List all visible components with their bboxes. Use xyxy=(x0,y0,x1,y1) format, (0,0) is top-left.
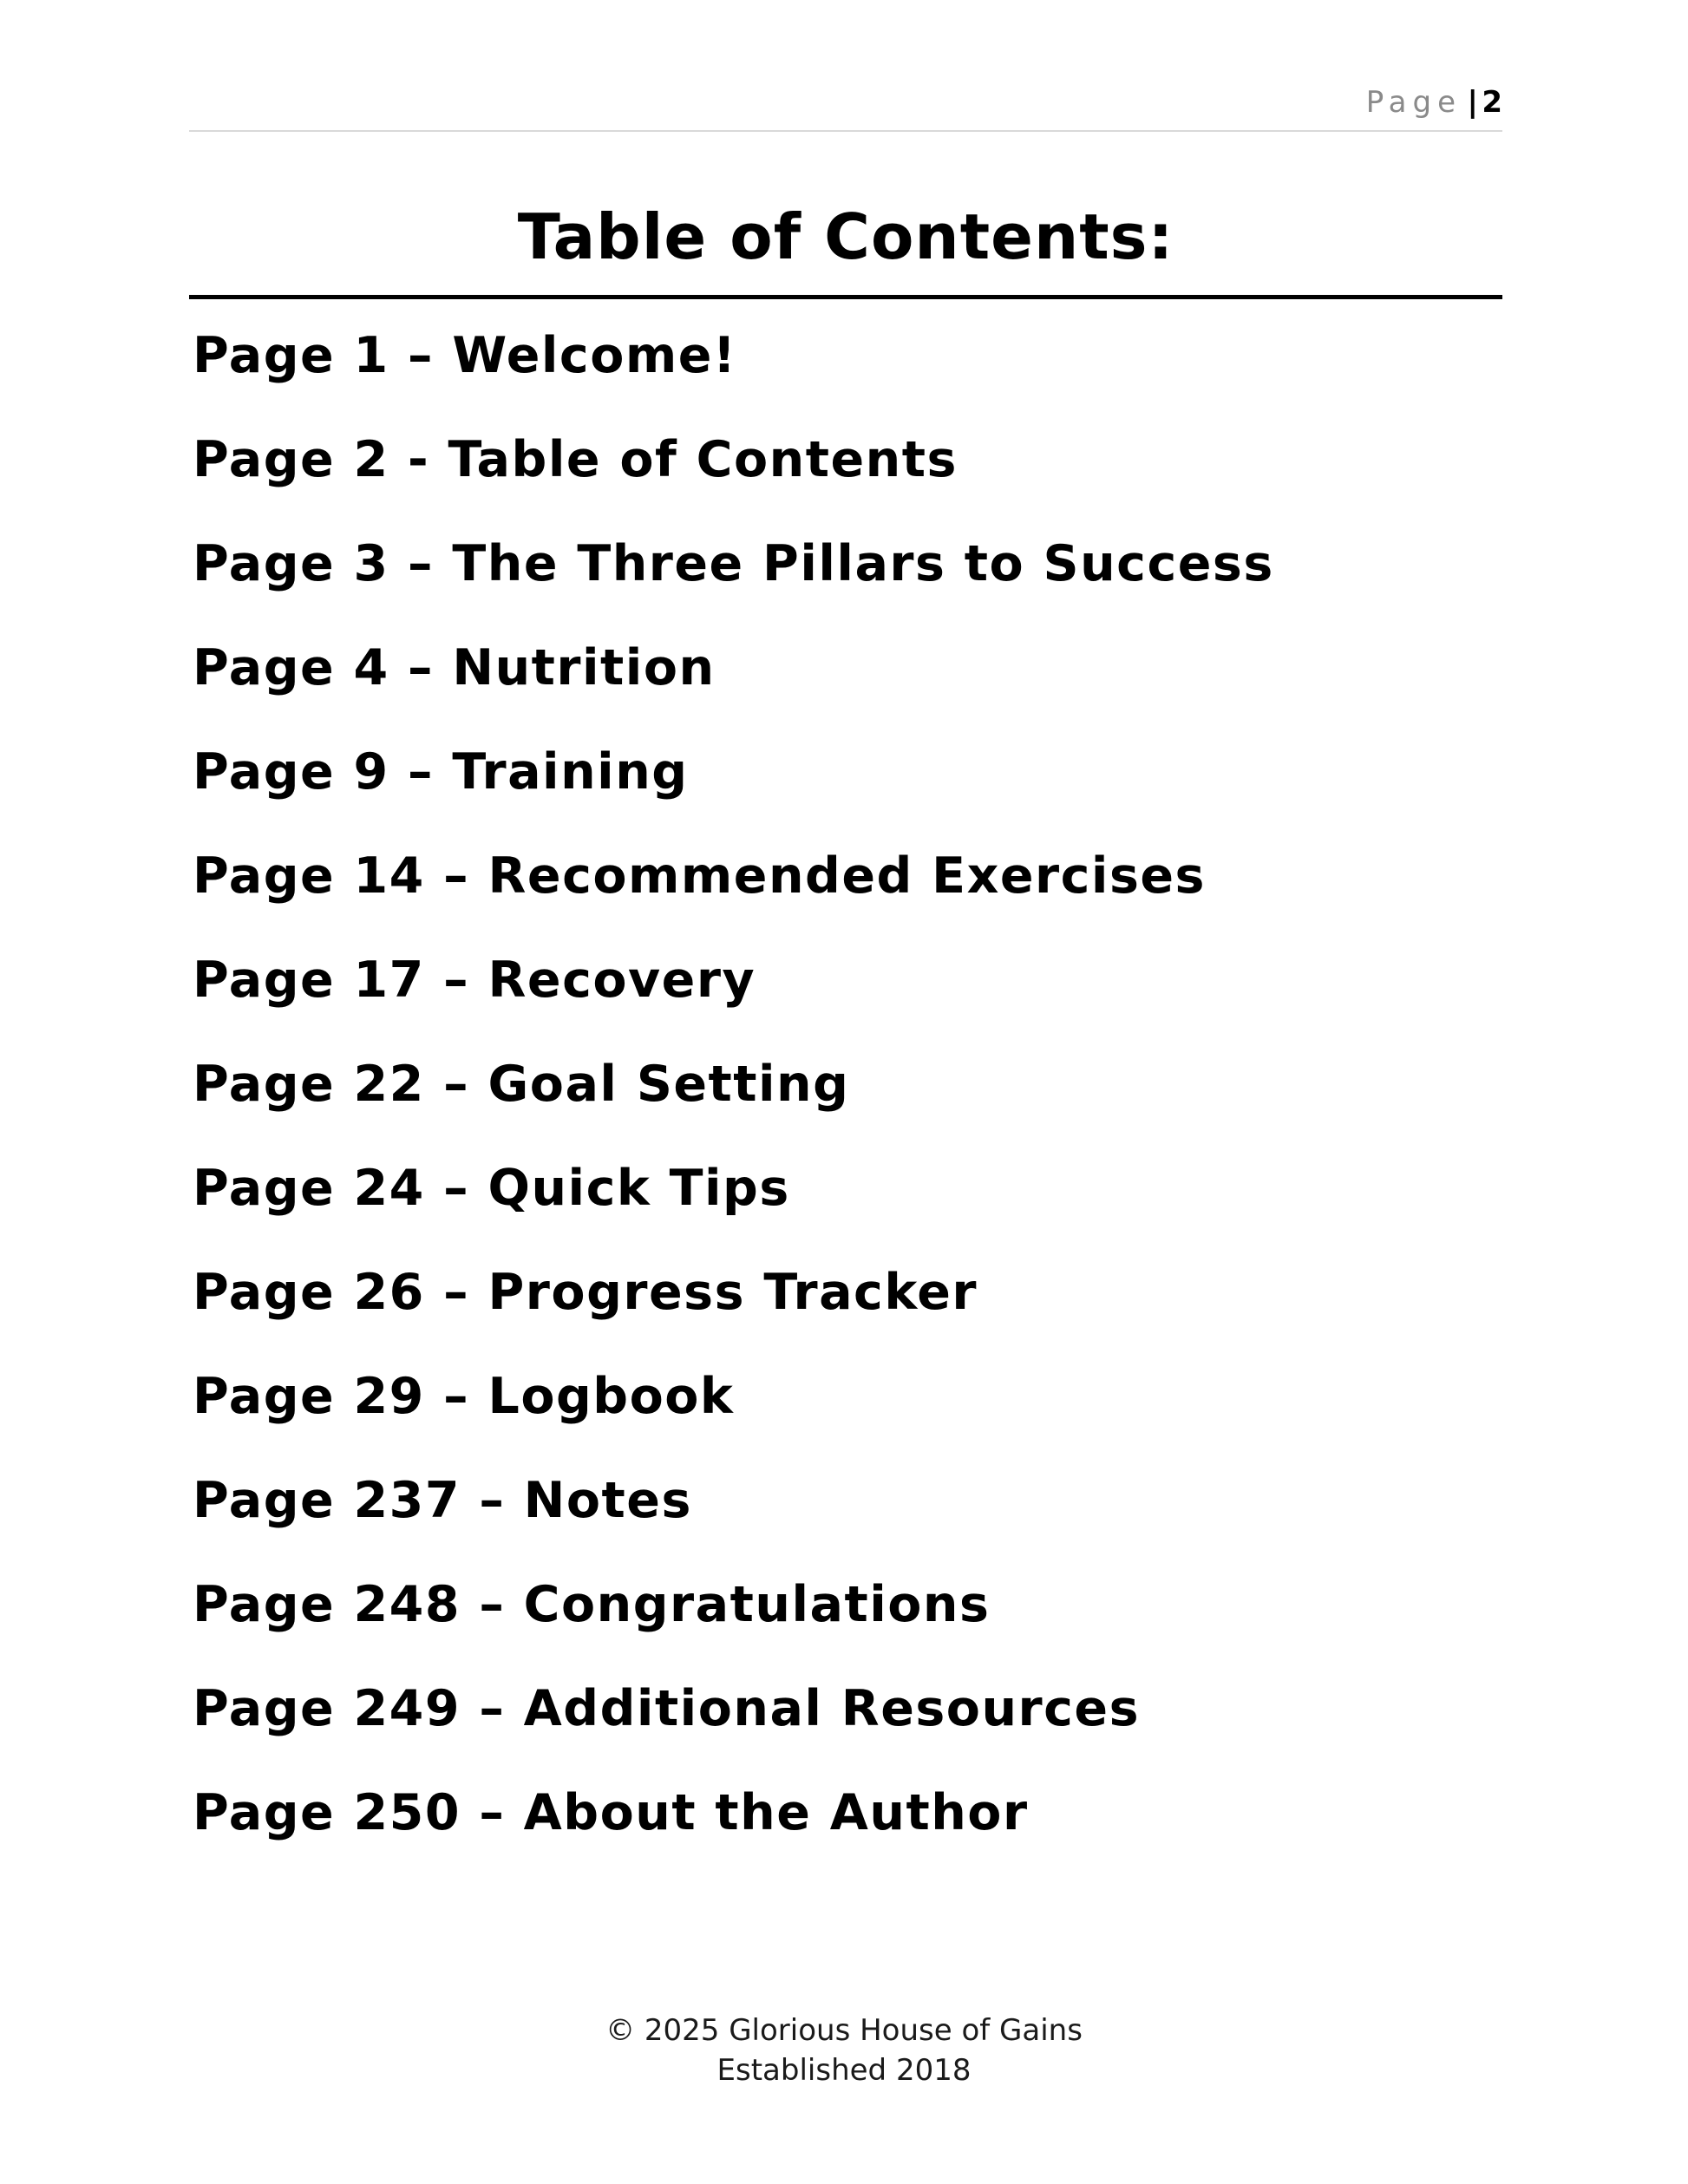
toc-item-about-the-author: Page 250 – About the Author xyxy=(193,1784,1029,1841)
toc-item-table-of-contents: Page 2 - Table of Contents xyxy=(193,431,958,488)
page-title: Table of Contents: xyxy=(189,198,1502,299)
toc-list xyxy=(193,323,1494,1884)
footer-copyright: © 2025 Glorious House of Gains xyxy=(605,2013,1083,2048)
toc-item-training: Page 9 – Training xyxy=(193,743,689,801)
page-footer xyxy=(0,2011,1688,2090)
toc-item-quick-tips: Page 24 – Quick Tips xyxy=(193,1160,790,1217)
toc-item-goal-setting: Page 22 – Goal Setting xyxy=(193,1056,850,1113)
toc-item-progress-tracker: Page 26 – Progress Tracker xyxy=(193,1264,978,1321)
footer-established: Established 2018 xyxy=(716,2053,972,2088)
page-number: 2 xyxy=(1482,85,1502,120)
toc-item-three-pillars: Page 3 – The Three Pillars to Success xyxy=(193,535,1274,592)
toc-item-welcome: Page 1 – Welcome! xyxy=(193,327,737,384)
toc-item-additional-resources: Page 249 – Additional Resources xyxy=(193,1680,1141,1737)
toc-item-notes: Page 237 – Notes xyxy=(193,1472,692,1529)
toc-item-logbook: Page 29 – Logbook xyxy=(193,1368,735,1425)
toc-item-recommended-exercises: Page 14 – Recommended Exercises xyxy=(193,847,1206,905)
page-header xyxy=(189,85,1502,132)
toc-item-recovery: Page 17 – Recovery xyxy=(193,951,756,1009)
page-label: Page xyxy=(1365,85,1462,120)
toc-item-congratulations: Page 248 – Congratulations xyxy=(193,1576,991,1633)
page-separator: | xyxy=(1467,85,1478,120)
toc-item-nutrition: Page 4 – Nutrition xyxy=(193,639,716,696)
